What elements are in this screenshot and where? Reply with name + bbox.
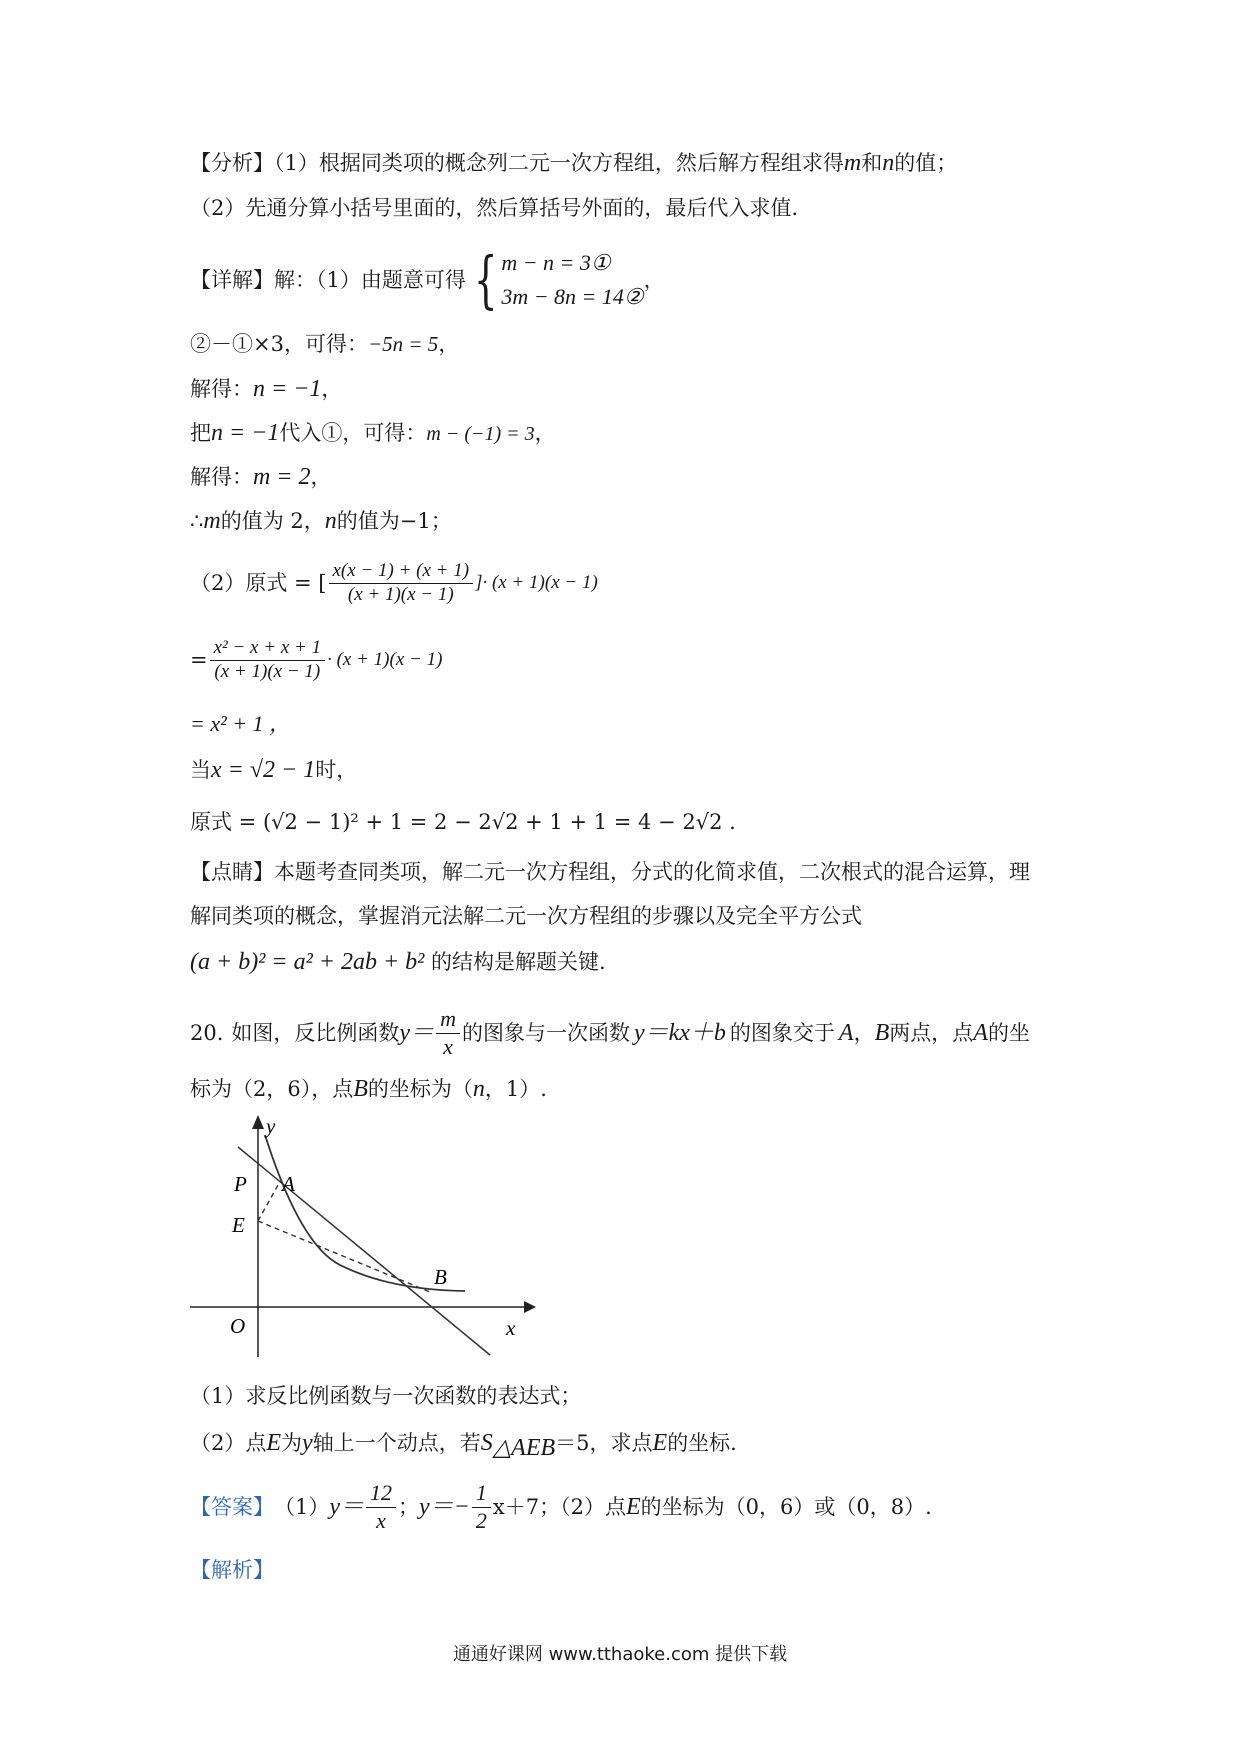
linear-function-line: [238, 1147, 490, 1355]
dashed-segment-EB: [258, 1221, 430, 1292]
fraction-1: $\frac{x(x - 1) + (x + 1)}{(x + 1)(x - 1)}$: [329, 561, 474, 606]
detail-step-5: ∴m的值为 2，n的值为−1；: [190, 508, 452, 534]
analysis-line-1: 【分析】（1）根据同类项的概念列二元一次方程组，然后解方程组求得m和n的值；: [190, 150, 958, 176]
x-axis-arrow: [524, 1301, 536, 1313]
label-y: y: [266, 1115, 276, 1138]
fraction-12-over-x: $\frac{12}{x}$: [366, 1481, 396, 1532]
label-E: E: [232, 1213, 245, 1237]
question-1: （1）求反比例函数与一次函数的表达式；: [190, 1384, 582, 1408]
analysis-tag: 【分析】: [190, 151, 274, 175]
fraction-1-over-2: $\frac{1}{2}$: [472, 1481, 491, 1532]
fraction-m-over-x: $\frac{m}{x}$: [436, 1007, 460, 1058]
comment-line-3: (a + b)² = a² + 2ab + b² 的结构是解题关键.: [190, 949, 606, 975]
brace-symbol: {: [473, 243, 498, 316]
label-O: O: [230, 1314, 246, 1338]
label-B: B: [434, 1265, 447, 1289]
detail-step-2: 解得：n = −1，: [190, 376, 343, 402]
analysis-line-2: （2）先通分算小括号里面的，然后算括号外面的，最后代入求值.: [190, 196, 799, 220]
fraction-2: $\frac{\text{x² − x + x + 1}}{(x + 1)(x - 1)}$: [210, 638, 325, 683]
function-graph-figure: [190, 1115, 540, 1360]
problem-number: 20.: [190, 1021, 224, 1045]
detail-part-2e: 原式 = (√2 − 1)² + 1 = 2 − 2√2 + 1 + 1 = 4 − 2√2 .: [190, 810, 736, 834]
label-P: P: [234, 1172, 247, 1196]
answer-tag: 【答案】: [190, 1495, 274, 1519]
answer-line: 【答案】 （1） y＝ $\frac{12}{x}$ ； y＝− $\frac{1}{2}$ x＋7；（2）点 E 的坐标为（0，6）或（0，8）.: [190, 1480, 932, 1533]
comment-tag: 【点睛】: [190, 860, 274, 884]
detail-part-2c: = x² + 1 ，: [190, 711, 292, 736]
detail-part-2d: 当x = √2 − 1时，: [190, 757, 358, 783]
question-2: （2）点E为y轴上一个动点，若$S_{\triangle AEB}=5$，求点E的坐标.: [190, 1430, 737, 1462]
y-axis-arrow: [252, 1115, 264, 1129]
detail-step-1: ②－①×3，可得：−5n = 5，: [190, 332, 460, 356]
comment-line-1: 【点睛】本题考查同类项，解二元一次方程组，分式的化简求值，二次根式的混合运算，理: [190, 860, 1030, 884]
detail-step-3: 把n = −1代入①，可得：m − (−1) = 3，: [190, 420, 556, 446]
problem-line-1: 20. 如图，反比例函数 y＝ $\frac{m}{x}$ 的图象与一次函数 y＝kx＋b 的图象交于 A ， B 两点，点 A 的坐: [190, 1006, 1030, 1059]
equation-2: 3m − 8n = 14②: [501, 284, 644, 309]
detail-step-4: 解得：m = 2，: [190, 464, 332, 490]
page-footer: 通通好课网 www.tthaoke.com 提供下载: [452, 1644, 788, 1665]
label-A: A: [282, 1172, 295, 1196]
dashed-segment-EA: [258, 1185, 278, 1221]
detail-part-2: （2）原式 = [ $\frac{x(x - 1) + (x + 1)}{(x + 1)(x - 1)}$ ]· (x + 1)(x − 1): [190, 559, 598, 605]
detail-part-2b: = $\frac{\text{x² − x + x + 1}}{(x + 1)(x - 1)}$ · (x + 1)(x − 1): [190, 636, 443, 682]
detail-system: 【详解】 解：（1）由题意可得 { m − n = 3① 3m − 8n = 14② ，: [190, 243, 665, 316]
problem-line-2: 标为（2，6），点B的坐标为（n，1）.: [190, 1076, 547, 1102]
solution-tag: 【解析】: [190, 1558, 274, 1582]
detail-tag: 【详解】: [190, 268, 274, 292]
equation-system: [466, 243, 644, 316]
equation-1: m − n = 3①: [501, 250, 611, 275]
comment-line-2: 解同类项的概念，掌握消元法解二元一次方程组的步骤以及完全平方公式: [190, 904, 862, 928]
label-x: x: [506, 1316, 516, 1340]
